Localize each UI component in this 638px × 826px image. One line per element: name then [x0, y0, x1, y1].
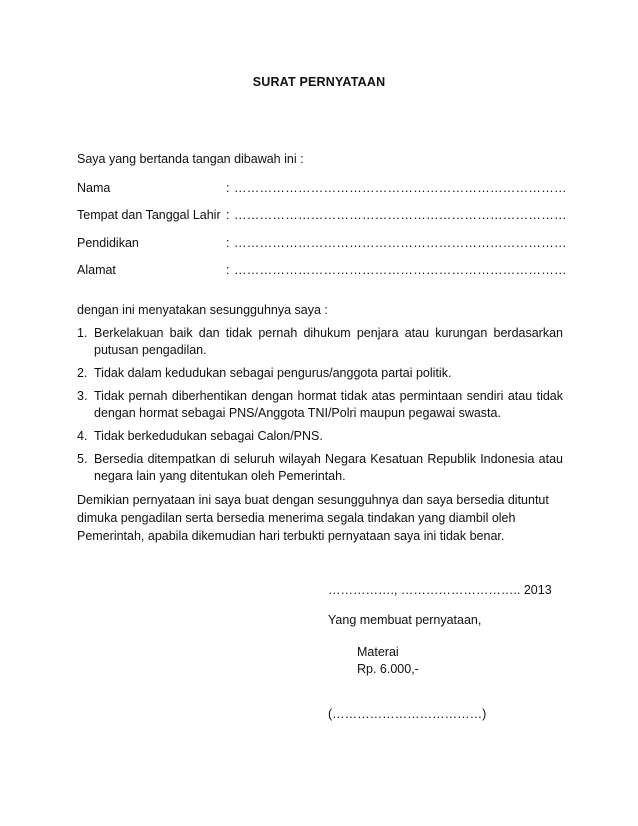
document-title: SURAT PERNYATAAN: [252, 75, 386, 89]
field-blank-ttl: ……………………………………………………………………: [234, 208, 567, 222]
field-label-alamat: Alamat: [77, 263, 116, 277]
list-item-number: 2.: [77, 366, 88, 380]
field-label-pendidikan: Pendidikan: [77, 236, 139, 250]
list-item-text: Berkelakuan baik dan tidak pernah dihukum penjara atau kurungan berdasarkan putusan pengadilan.: [94, 326, 563, 357]
list-item: [77, 451, 563, 485]
list-item-text: Tidak berkedudukan sebagai Calon/PNS.: [94, 429, 323, 443]
list-item: [77, 428, 563, 445]
list-item-text: Bersedia ditempatkan di seluruh wilayah Negara Kesatuan Republik Indonesia atau negara lain yang ditentukan oleh Pemerintah.: [94, 452, 563, 483]
list-item-number: 4.: [77, 429, 88, 443]
statement-intro: dengan ini menyatakan sesungguhnya saya :: [77, 303, 328, 317]
signature-date-line: ……………., ……………………….. 2013: [328, 583, 552, 597]
closing-line: dimuka pengadilan serta bersedia menerima segala tindakan yang diambil oleh: [77, 511, 516, 525]
field-blank-alamat: ……………………………………………………………………: [234, 263, 567, 277]
closing-paragraph: [77, 491, 567, 545]
field-label-ttl: Tempat dan Tanggal Lahir: [77, 208, 221, 222]
materai-price: Rp. 6.000,-: [357, 662, 419, 676]
statement-list: [77, 325, 563, 491]
list-item-number: 1.: [77, 326, 88, 340]
signature-name-line: (………………………………): [328, 707, 487, 721]
field-colon: :: [226, 181, 230, 195]
field-label-nama: Nama: [77, 181, 111, 195]
list-item-text: Tidak pernah diberhentikan dengan hormat tidak atas permintaan sendiri atau tidak dengan hormat sebagai PNS/Anggota TNI/Polri maupun pegawai swasta.: [94, 389, 563, 420]
list-item: [77, 388, 563, 422]
list-item: [77, 325, 563, 359]
signature-maker-label: Yang membuat pernyataan,: [328, 613, 482, 627]
list-item-number: 3.: [77, 389, 88, 403]
field-blank-nama: ……………………………………………………………………: [234, 181, 567, 195]
closing-line: Demikian pernyataan ini saya buat dengan sesungguhnya dan saya bersedia dituntut: [77, 493, 549, 507]
closing-line: Pemerintah, apabila dikemudian hari terbukti pernyataan saya ini tidak benar.: [77, 529, 505, 543]
field-colon: :: [226, 263, 230, 277]
list-item-number: 5.: [77, 452, 88, 466]
intro-text: Saya yang bertanda tangan dibawah ini :: [77, 152, 304, 166]
field-blank-pendidikan: ……………………………………………………………………: [234, 236, 567, 250]
field-colon: :: [226, 236, 230, 250]
field-colon: :: [226, 208, 230, 222]
list-item-text: Tidak dalam kedudukan sebagai pengurus/anggota partai politik.: [94, 366, 452, 380]
materai-label: Materai: [357, 645, 399, 659]
list-item: [77, 365, 563, 382]
